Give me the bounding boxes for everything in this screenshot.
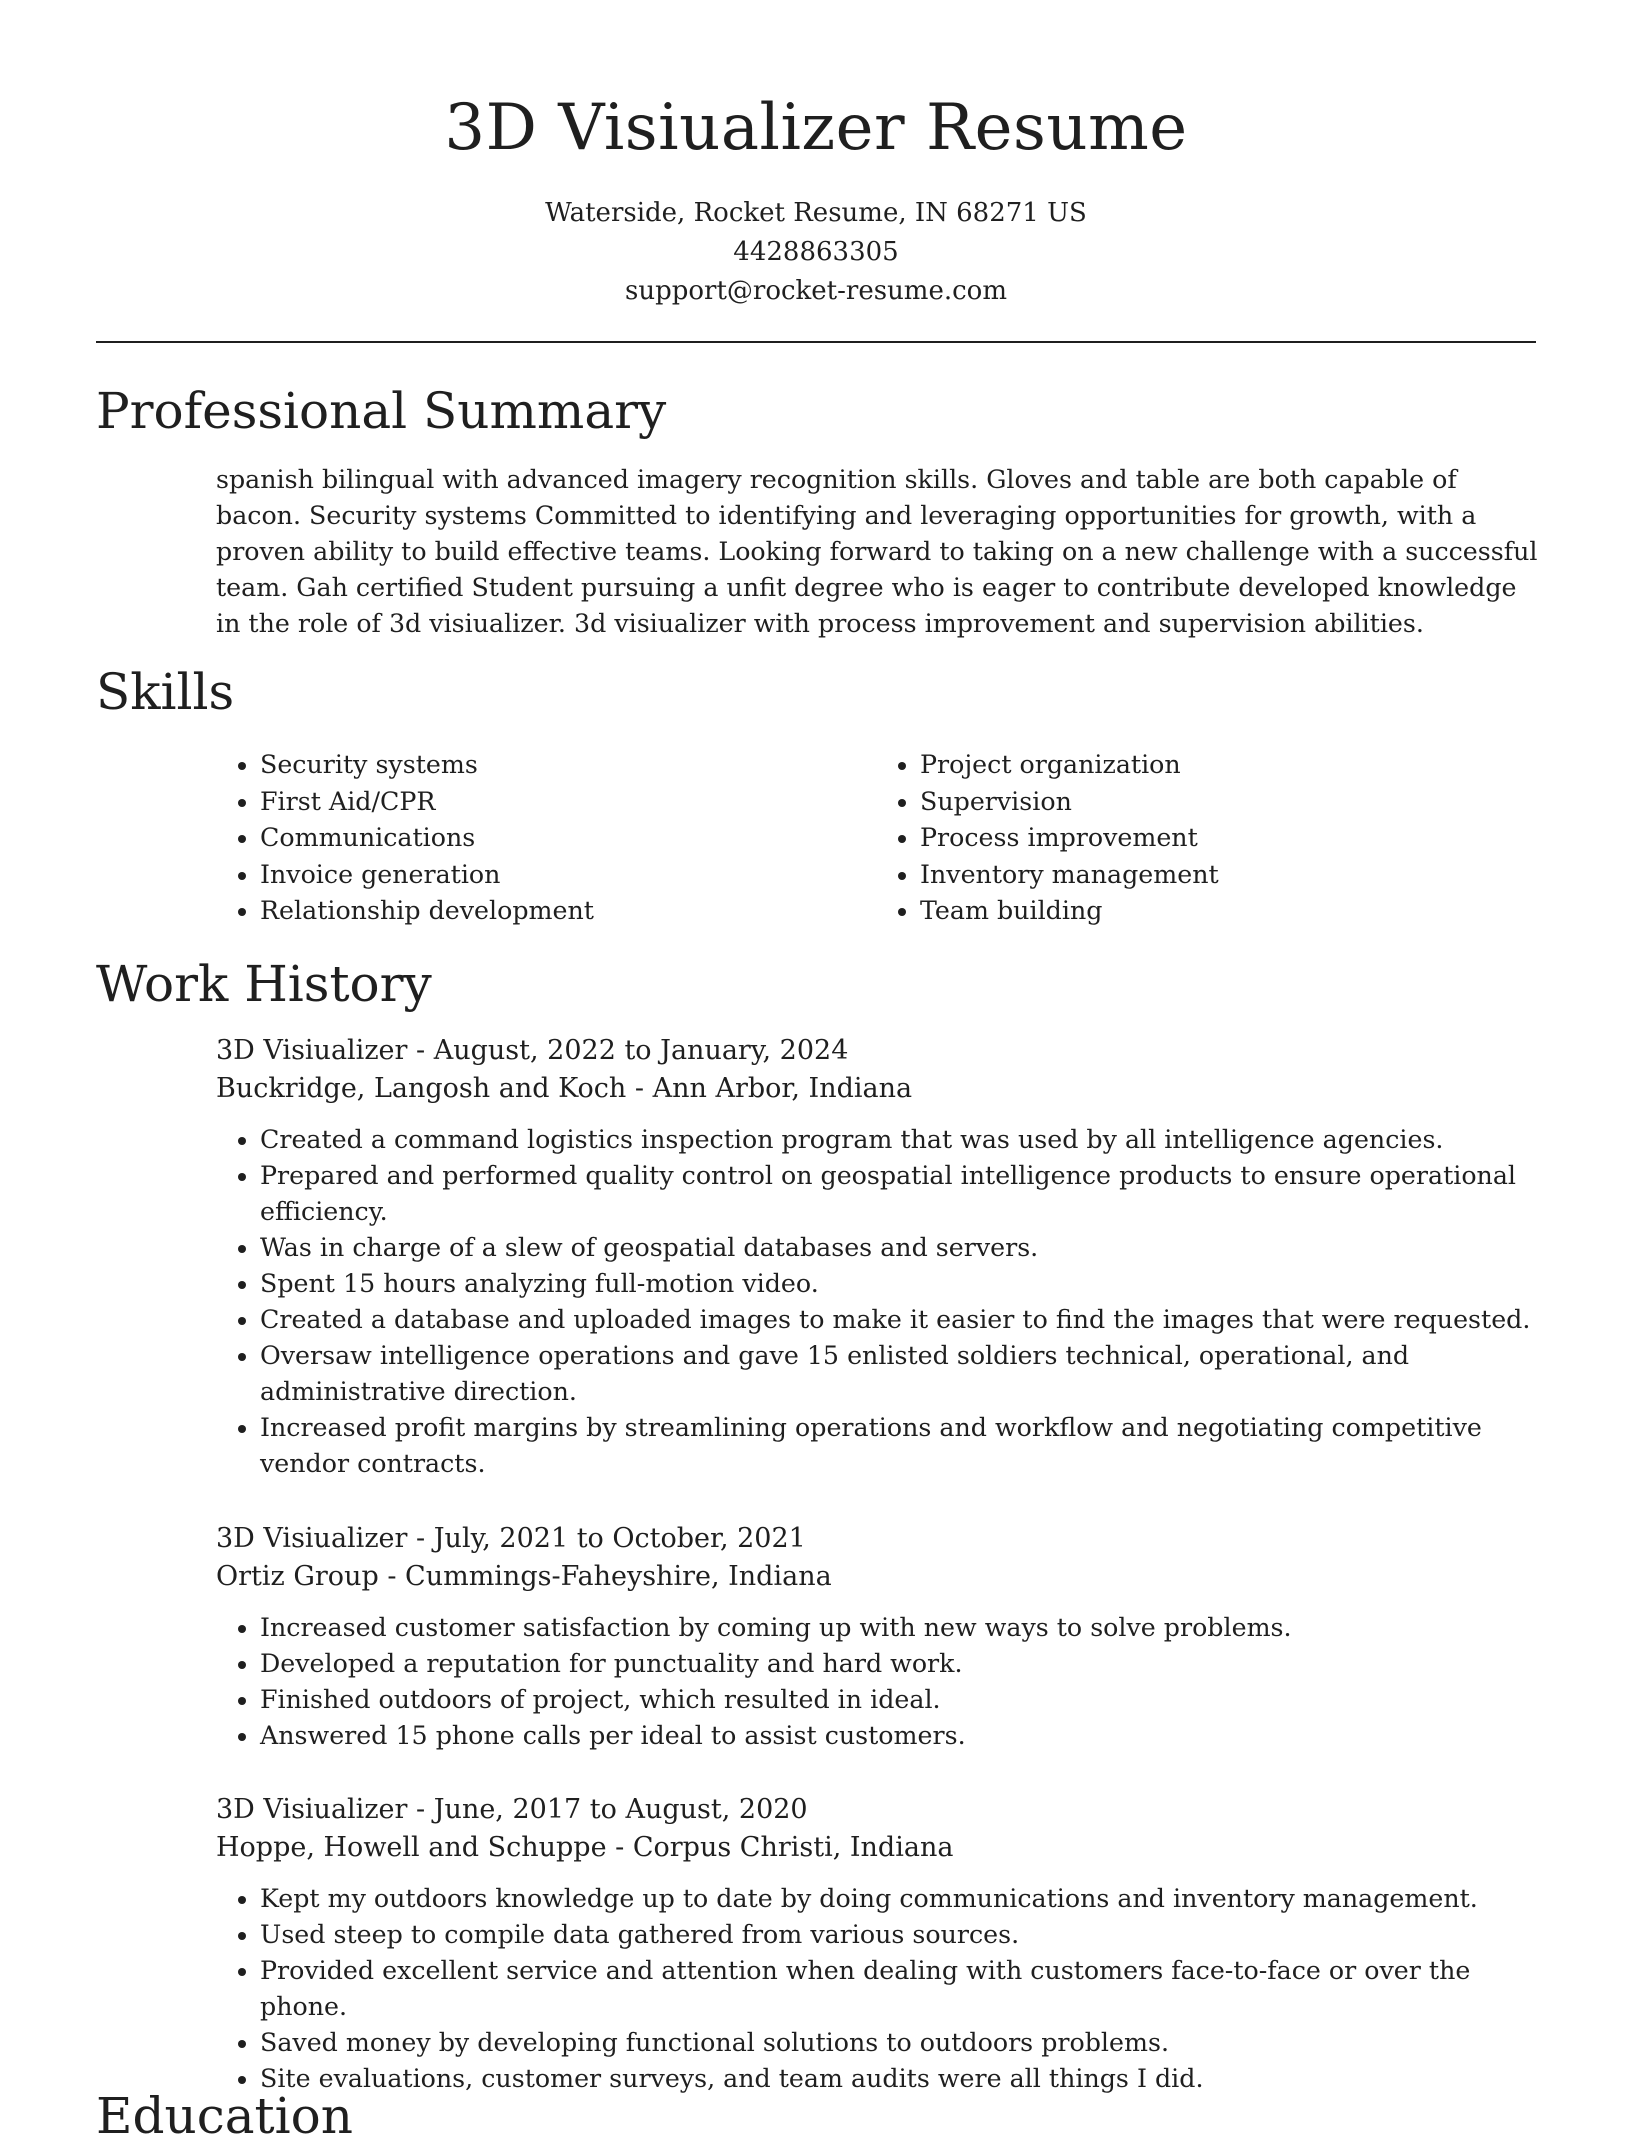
job-company-line xyxy=(216,1558,1546,1596)
job-duty: • Prepared and performed quality control on geospatial intelligence products to ensure operational efficiency. xyxy=(260,1158,1546,1230)
skill-item: • Relationship development xyxy=(260,893,876,930)
job-duty: • Created a database and uploaded images to make it easier to find the images that were requested. xyxy=(260,1302,1546,1338)
job-location: - Ann Arbor, Indiana xyxy=(626,1073,913,1104)
skills-column-right xyxy=(876,747,1536,930)
skill-item: • Communications xyxy=(260,820,876,857)
job-duty: • Developed a reputation for punctuality and hard work. xyxy=(260,1646,1546,1682)
job-location: - Cummings-Faheyshire, Indiana xyxy=(378,1561,832,1592)
resume-header xyxy=(0,86,1632,311)
summary-heading: Professional Summary xyxy=(96,382,667,440)
contact-phone: 4428863305 xyxy=(733,237,899,267)
job-entry xyxy=(216,1791,1546,2097)
job-entry xyxy=(216,1520,1546,1754)
job-entry xyxy=(216,1032,1546,1482)
skill-item: • Project organization xyxy=(920,747,1536,784)
job-dates: - August, 2022 to January, 2024 xyxy=(407,1035,849,1066)
job-duties xyxy=(216,1610,1546,1754)
skills-list xyxy=(216,747,1536,930)
job-duties xyxy=(216,1122,1546,1482)
job-title: 3D Visiualizer xyxy=(216,1035,408,1066)
job-duty: • Created a command logistics inspection program that was used by all intelligence agencies. xyxy=(260,1122,1546,1158)
skill-item: • Team building xyxy=(920,893,1536,930)
skill-item: • Process improvement xyxy=(920,820,1536,857)
job-title-line xyxy=(216,1791,1546,1829)
job-duty: • Saved money by developing functional solutions to outdoors problems. xyxy=(260,2025,1546,2061)
contact-info xyxy=(0,194,1632,311)
job-duty: • Finished outdoors of project, which resulted in ideal. xyxy=(260,1682,1546,1718)
job-duty: • Answered 15 phone calls per ideal to assist customers. xyxy=(260,1718,1546,1754)
job-duty: • Used steep to compile data gathered from various sources. xyxy=(260,1917,1546,1953)
job-company: Buckridge, Langosh and Koch xyxy=(216,1073,627,1104)
job-duty: • Increased customer satisfaction by coming up with new ways to solve problems. xyxy=(260,1610,1546,1646)
skill-item: • Supervision xyxy=(920,784,1536,821)
job-company-line xyxy=(216,1070,1546,1108)
skills-column-left xyxy=(216,747,876,930)
job-company-line xyxy=(216,1829,1546,1867)
skill-item: • Inventory management xyxy=(920,857,1536,894)
skills-heading: Skills xyxy=(96,663,235,721)
summary-text: spanish bilingual with advanced imagery recognition skills. Gloves and table are both capable of bacon. Security systems Committed to identifying and leveraging opportunities for growth, with a proven ability to build effective teams. Looking forward to taking on a new challenge with a successful team. Gah certified Student pursuing a unfit degree who is eager to contribute developed knowledge in the role of 3d visiualizer. 3d visiualizer with process improvement and supervision abilities. xyxy=(216,465,1538,638)
job-company: Hoppe, Howell and Schuppe xyxy=(216,1832,607,1863)
job-duty: • Kept my outdoors knowledge up to date by doing communications and inventory management. xyxy=(260,1881,1546,1917)
work-history-heading: Work History xyxy=(96,955,432,1013)
skill-item: • Security systems xyxy=(260,747,876,784)
job-dates: - June, 2017 to August, 2020 xyxy=(407,1794,808,1825)
job-title-line xyxy=(216,1520,1546,1558)
skill-item: • Invoice generation xyxy=(260,857,876,894)
job-title: 3D Visiualizer xyxy=(216,1794,408,1825)
education-heading: Education xyxy=(96,2087,353,2145)
job-title-line xyxy=(216,1032,1546,1070)
job-title: 3D Visiualizer xyxy=(216,1523,408,1554)
job-dates: - July, 2021 to October, 2021 xyxy=(407,1523,806,1554)
job-duty: • Spent 15 hours analyzing full-motion video. xyxy=(260,1266,1546,1302)
job-location: - Corpus Christi, Indiana xyxy=(606,1832,954,1863)
contact-address: Waterside, Rocket Resume, IN 68271 US xyxy=(545,198,1087,228)
job-duties xyxy=(216,1881,1546,2097)
contact-email: support@rocket-resume.com xyxy=(624,276,1007,306)
job-duty: • Site evaluations, customer surveys, and team audits were all things I did. xyxy=(260,2061,1546,2097)
job-company: Ortiz Group xyxy=(216,1561,379,1592)
job-duty: • Was in charge of a slew of geospatial databases and servers. xyxy=(260,1230,1546,1266)
job-duty: • Increased profit margins by streamlining operations and workflow and negotiating competitive vendor contracts. xyxy=(260,1410,1546,1482)
skill-item: • First Aid/CPR xyxy=(260,784,876,821)
header-divider xyxy=(96,341,1536,343)
job-duty: • Oversaw intelligence operations and gave 15 enlisted soldiers technical, operational, and administrative direction. xyxy=(260,1338,1546,1410)
resume-title: 3D Visiualizer Resume xyxy=(444,91,1188,165)
job-duty: • Provided excellent service and attention when dealing with customers face-to-face or over the phone. xyxy=(260,1953,1546,2025)
